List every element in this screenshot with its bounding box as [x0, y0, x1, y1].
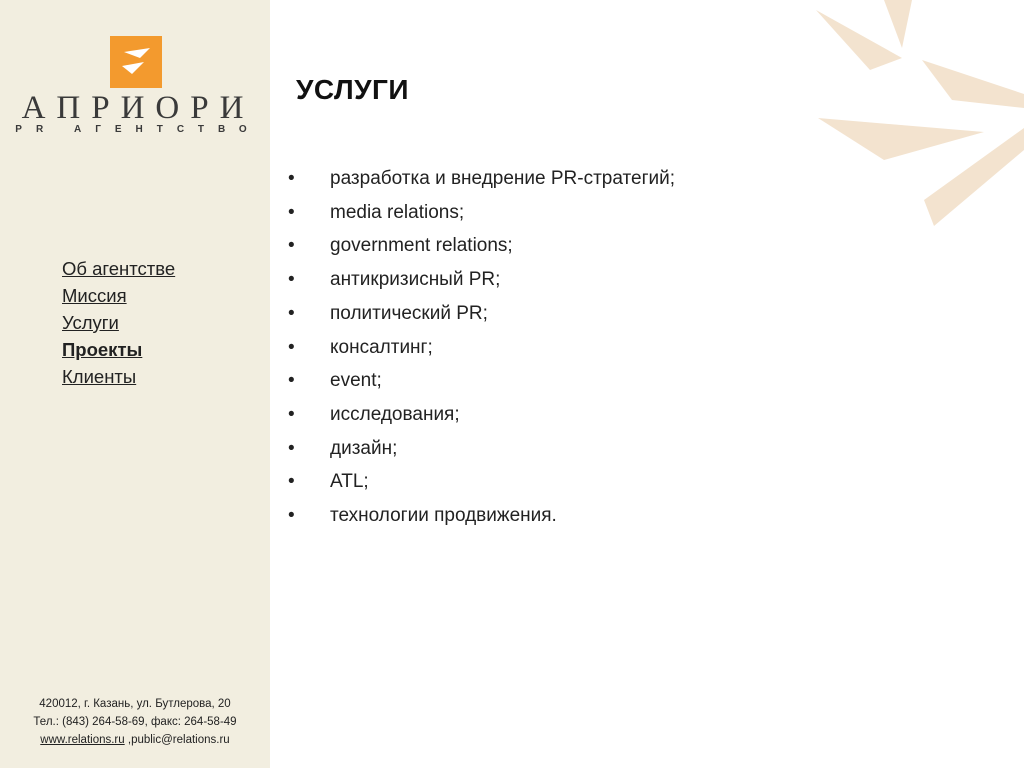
- list-item: • разработка и внедрение PR-стратегий;: [288, 162, 675, 196]
- list-item: • политический PR;: [288, 297, 675, 331]
- nav-item-mission[interactable]: Миссия: [62, 285, 127, 306]
- bullet-icon: •: [288, 235, 295, 257]
- brand-subtitle: PR АГЕНТСТВО: [15, 124, 261, 135]
- list-item: • media relations;: [288, 196, 675, 230]
- services-list: [288, 162, 675, 533]
- bullet-icon: •: [288, 505, 295, 527]
- address: 420012, г. Казань, ул. Бутлерова, 20: [39, 698, 231, 710]
- brand-name: АПРИОРИ: [21, 90, 255, 126]
- bullet-icon: •: [288, 437, 295, 459]
- nav-item-services[interactable]: Услуги: [62, 312, 119, 333]
- list-item: • исследования;: [288, 398, 675, 432]
- bullet-icon: •: [288, 370, 295, 392]
- nav-item-clients[interactable]: Клиенты: [62, 366, 137, 387]
- decorative-leaves-icon: [784, 0, 1024, 230]
- list-item: • антикризисный PR;: [288, 263, 675, 297]
- list-item: • консалтинг;: [288, 331, 675, 365]
- bullet-icon: •: [288, 403, 295, 425]
- list-item: • government relations;: [288, 229, 675, 263]
- bullet-icon: •: [288, 201, 295, 223]
- sidebar-nav: [62, 255, 175, 390]
- page-title: УСЛУГИ: [296, 74, 410, 105]
- list-item: • технологии продвижения.: [288, 499, 675, 533]
- apriori-logo-icon: [110, 36, 162, 88]
- bullet-icon: •: [288, 471, 295, 493]
- sidebar: [0, 0, 270, 768]
- bullet-icon: •: [288, 269, 295, 291]
- list-item: • ATL;: [288, 465, 675, 499]
- list-item: • дизайн;: [288, 432, 675, 466]
- bullet-icon: •: [288, 302, 295, 324]
- contact-info: [0, 695, 270, 749]
- website-link[interactable]: www.relations.ru: [40, 734, 125, 746]
- web-email-line: [0, 731, 270, 749]
- list-item: • event;: [288, 364, 675, 398]
- phone-fax: Тел.: (843) 264-58-69, факс: 264-58-49: [33, 716, 237, 728]
- bullet-icon: •: [288, 336, 295, 358]
- bullet-icon: •: [288, 168, 295, 189]
- nav-item-about[interactable]: Об агентстве: [62, 258, 176, 279]
- nav-item-projects[interactable]: Проекты: [62, 339, 143, 360]
- email-text: ,public@relations.ru: [127, 734, 230, 746]
